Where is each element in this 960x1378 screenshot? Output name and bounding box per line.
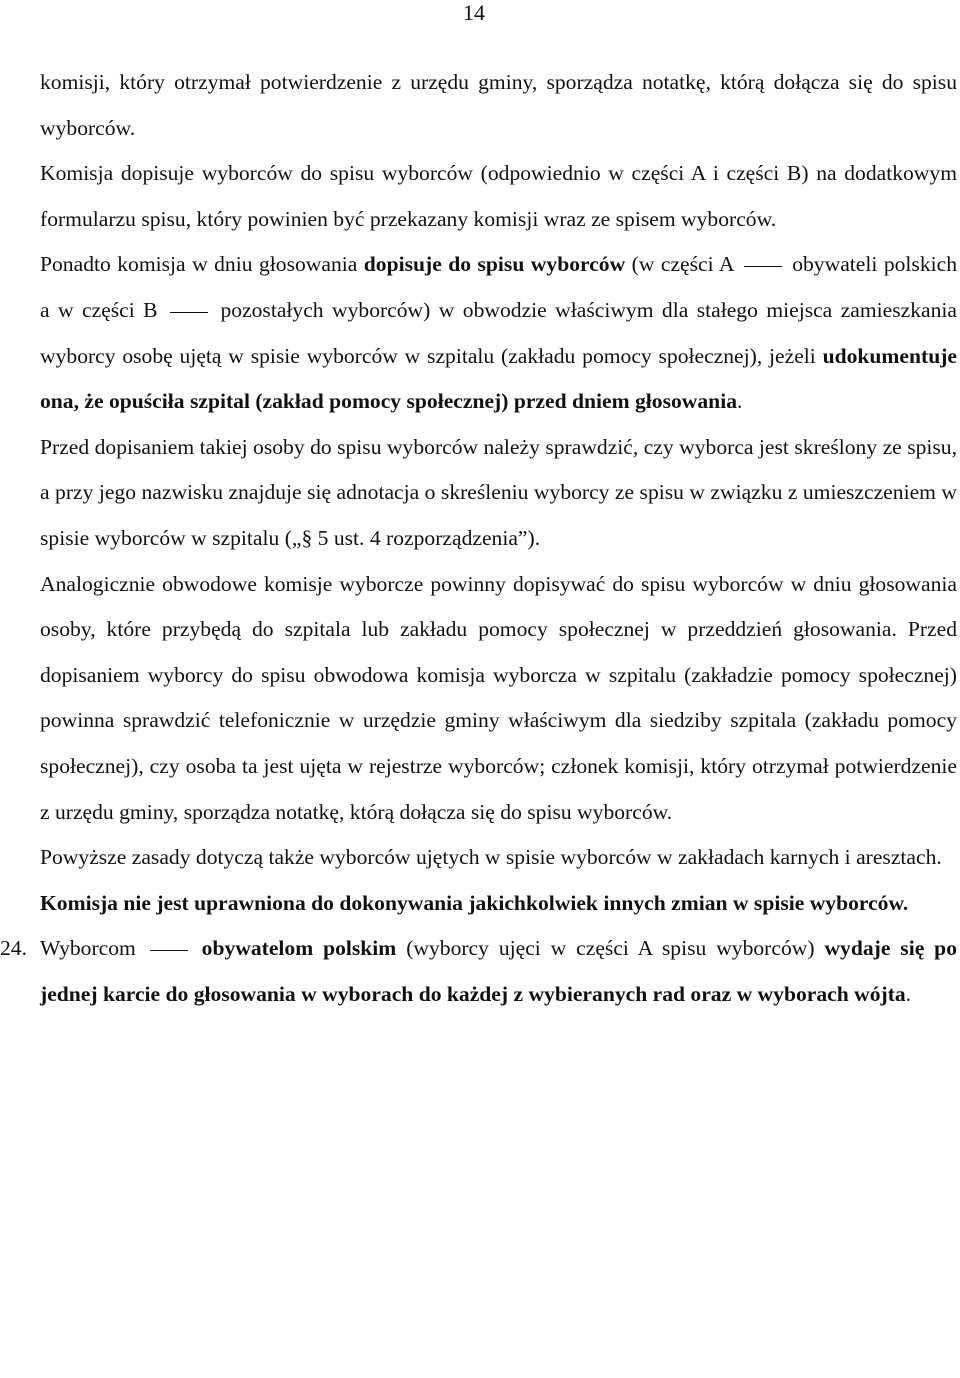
paragraph-7-bold: Komisja nie jest uprawniona do dokonywania jakichkolwiek innych zmian w spisie wyborców. [40, 890, 909, 915]
paragraph-1: komisji, który otrzymał potwierdzenie z urzędu gminy, sporządza notatkę, którą dołącza się do spisu wyborców. [40, 70, 957, 140]
em-dash [170, 312, 208, 313]
item-24-bold-d: wydaje się po jednej karcie do głosowania w wyborach do każdej z wybieranych rad oraz w wyborach wójta [40, 936, 957, 1006]
em-dash [150, 950, 188, 951]
paragraph-3-bold-a: dopisuje do spisu wyborców [363, 252, 626, 277]
paragraph-3 [40, 242, 957, 424]
list-item-24 [0, 926, 957, 1017]
em-dash [744, 266, 782, 267]
paragraph-3-text-c: (w części A [625, 252, 740, 277]
page-number: 14 [463, 0, 485, 25]
paragraph-2: Komisja dopisuje wyborców do spisu wyborców (odpowiednio w części A i części B) na dodatkowym formularzu spisu, który powinien być przekazany komisji wraz ze spisem wyborców. [40, 161, 957, 231]
item-24-bold-b: obywatelom polskim [201, 936, 397, 961]
item-24-text-a: Wyborcom [40, 936, 146, 961]
paragraph-7 [40, 881, 957, 927]
paragraph-3-text-a: Ponadto komisja w dniu głosowania [40, 252, 364, 277]
paragraph-3-text-e: pozostałych wyborców) w obwodzie właściwym dla stałego miejsca zamieszkania wyborcy osobę ujętą w spisie wyborców w szpitalu (zakładu pomocy społecznej), jeżeli [40, 297, 957, 368]
item-24-text-c: (wyborcy ujęci w części A spisu wyborców) [396, 936, 825, 961]
paragraph-4: Przed dopisaniem takiej osoby do spisu wyborców należy sprawdzić, czy wyborca jest skreślony ze spisu, a przy jego nazwisku znajduje się adnotacja o skreśleniu wyborcy ze spisu w związku z umieszczeniem w spisie wyborców w szpitalu („§ 5 ust. 4 rozporządzenia”). [40, 434, 957, 550]
paragraph-5: Analogicznie obwodowe komisje wyborcze powinny dopisywać do spisu wyborców w dniu głosowania osoby, które przybędą do szpitala lub zakładu pomocy społecznej w przeddzień głosowania. Przed dopisaniem wyborcy do spisu obwodowa komisja wyborcza w szpitalu (zakładzie pomocy społecznej) powinna sprawdzić telefonicznie w urzędzie gminy właściwym dla siedziby szpitala (zakładu pomocy społecznej), czy osoba ta jest ujęta w rejestrze wyborców; członek komisji, który otrzymał potwierdzenie z urzędu gminy, sporządza notatkę, którą dołącza się do spisu wyborców. [40, 571, 957, 824]
paragraph-3-bold-f: udokumentuje ona, że opuściła szpital (zakład pomocy społecznej) przed dniem głosowania [40, 343, 957, 414]
item-24-text-e: . [905, 981, 912, 1006]
paragraph-3-text-g: . [737, 389, 743, 414]
paragraph-6: Powyższe zasady dotyczą także wyborców ujętych w spisie wyborców w zakładach karnych i aresztach. [40, 845, 942, 870]
paragraph-3-text-d: obywateli polskich a w części B [40, 252, 957, 322]
document-body [0, 60, 957, 1017]
list-item-number: 24. [0, 936, 27, 961]
